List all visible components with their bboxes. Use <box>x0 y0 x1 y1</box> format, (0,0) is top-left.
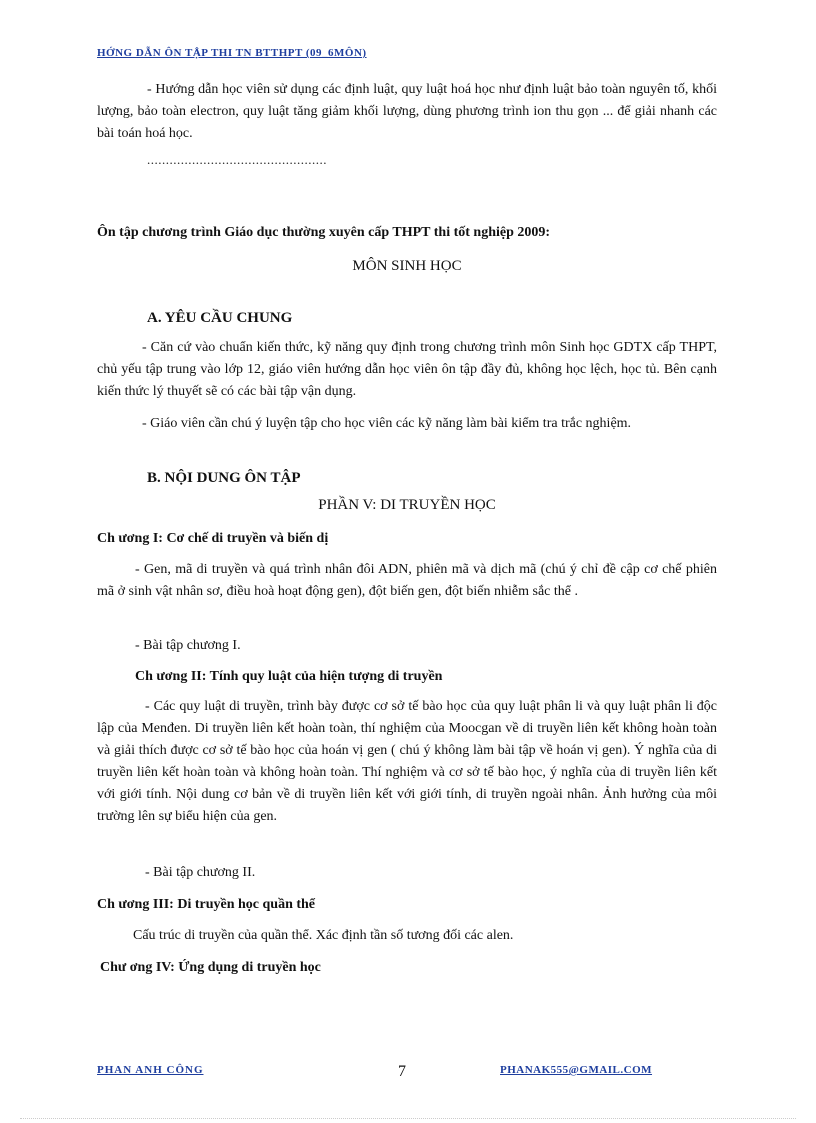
section-a-paragraph-1: - Căn cứ vào chuẩn kiến thức, kỹ năng quy định trong chương trình môn Sinh học GDTX cấp THPT, chủ yếu tập trung vào lớp 12, giáo viên hướng dẫn học viên ôn tập đầy đủ, không học lệch, học tủ. Bên cạnh kiến thức lý thuyết sẽ có các bài tập vận dụng. <box>97 340 717 399</box>
chapter-4-heading: Chư ơng IV: Ứng dụng di truyền học <box>100 960 321 975</box>
chapter-1-heading: Ch ương I: Cơ chế di truyền và biến dị <box>97 531 329 546</box>
section-a-heading: A. YÊU CẦU CHUNG <box>147 310 293 326</box>
review-title: Ôn tập chương trình Giáo dục thường xuyên cấp THPT thi tốt nghiệp 2009: <box>97 225 551 240</box>
footer-email: PHANAK555@GMAIL.COM <box>500 1064 653 1076</box>
part-title: PHẦN V: DI TRUYỀN HỌC <box>318 497 496 513</box>
chapter-3-paragraph-1: Cấu trúc di truyền của quần thể. Xác định tần số tương đối các alen. <box>133 928 514 943</box>
page-number: 7 <box>398 1063 406 1080</box>
chapter-1-paragraph-1: - Gen, mã di truyền và quá trình nhân đôi ADN, phiên mã và dịch mã (chú ý chỉ đề cập cơ chế phiên mã ở sinh vật nhân sơ, điều hoà hoạt động gen), đột biến gen, đột biến nhiễm sắc thể . <box>97 562 717 599</box>
chapter-3-heading: Ch ương III: Di truyền học quần thể <box>97 897 316 912</box>
section-b-heading: B. NỘI DUNG ÔN TẬP <box>147 470 301 486</box>
chapter-2-paragraph-1: - Các quy luật di truyền, trình bày được cơ sở tế bào học của quy luật phân li và quy luật phân li độc lập của Menđen. Di truyền liên kết hoàn toàn, thí nghiệm của Moocgan về di truyền liên kết không hoàn toàn và giải thích được cơ sở tế bào học của hoán vị gen ( chú ý không làm bài tập về hoán vị gen). Ý nghĩa của di truyền liên kết hoàn toàn và không hoàn toàn. Thí nghiệm và cơ sở tế bào học, ý nghĩa của di truyền liên kết với giới tính. Nội dung cơ bản về di truyền liên kết với giới tính, di truyền ngoài nhân. Ảnh hưởng của môi trường lên sự biểu hiện của gen. <box>97 699 717 824</box>
intro-paragraph: - Hướng dẫn học viên sử dụng các định luật, quy luật hoá học như định luật bảo toàn nguyên tố, khối lượng, bảo toàn electron, quy luật tăng giảm khối lượng, dùng phương trình ion thu gọn ... để giải nhanh các bài toán hoá học. <box>97 82 717 141</box>
page-bottom-border <box>20 1118 796 1119</box>
chapter-2-paragraph-2: - Bài tập chương II. <box>145 865 256 880</box>
subject-title: MÔN SINH HỌC <box>352 258 462 274</box>
page-header: HỚNG DẪN ÔN TẬP THI TN BTTHPT (09_6MÔN) <box>97 47 367 59</box>
section-a-paragraph-2: - Giáo viên cần chú ý luyện tập cho học viên các kỹ năng làm bài kiểm tra trắc nghiệm. <box>142 416 632 431</box>
dotted-separator: ................................................ <box>147 152 327 167</box>
chapter-1-paragraph-2: - Bài tập chương I. <box>135 638 241 653</box>
chapter-2-heading: Ch ương II: Tính quy luật của hiện tượng di truyền <box>135 669 443 684</box>
footer-author: PHAN ANH CÔNG <box>97 1064 204 1076</box>
